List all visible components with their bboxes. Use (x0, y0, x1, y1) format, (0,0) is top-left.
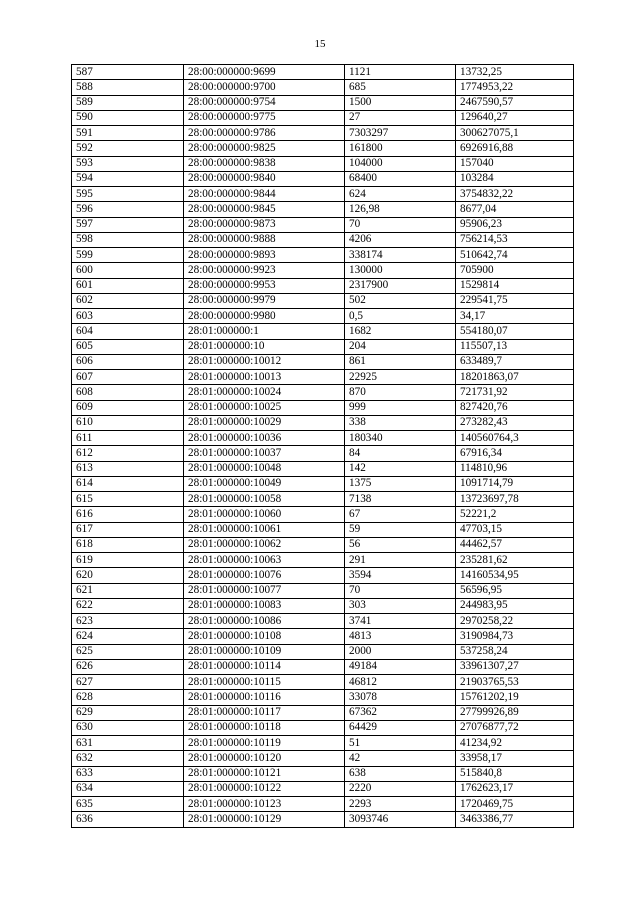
cadastral-number-cell: 28:01:000000:10120 (184, 751, 345, 766)
value-cell: 114810,96 (456, 461, 574, 476)
area-cell: 870 (345, 385, 456, 400)
cadastral-number-cell: 28:01:000000:10061 (184, 522, 345, 537)
value-cell: 3190984,73 (456, 629, 574, 644)
row-number-cell: 594 (72, 171, 184, 186)
table-row (72, 248, 574, 263)
table-row (72, 690, 574, 705)
value-cell: 6926916,88 (456, 141, 574, 156)
area-cell: 64429 (345, 720, 456, 735)
row-number-cell: 602 (72, 293, 184, 308)
value-cell: 2467590,57 (456, 95, 574, 110)
cadastral-number-cell: 28:01:000000:10029 (184, 415, 345, 430)
value-cell: 15761202,19 (456, 690, 574, 705)
cadastral-number-cell: 28:00:000000:9840 (184, 171, 345, 186)
value-cell: 235281,62 (456, 553, 574, 568)
area-cell: 502 (345, 293, 456, 308)
table-row (72, 95, 574, 110)
cadastral-number-cell: 28:00:000000:9754 (184, 95, 345, 110)
table-row (72, 278, 574, 293)
row-number-cell: 606 (72, 354, 184, 369)
cadastral-number-cell: 28:01:000000:10118 (184, 720, 345, 735)
value-cell: 13732,25 (456, 65, 574, 80)
table-row (72, 400, 574, 415)
area-cell: 56 (345, 537, 456, 552)
table-row (72, 80, 574, 95)
table-row (72, 583, 574, 598)
cadastral-number-cell: 28:01:000000:10115 (184, 675, 345, 690)
area-cell: 33078 (345, 690, 456, 705)
row-number-cell: 610 (72, 415, 184, 430)
row-number-cell: 601 (72, 278, 184, 293)
table-row (72, 415, 574, 430)
area-cell: 2293 (345, 797, 456, 812)
area-cell: 1682 (345, 324, 456, 339)
cadastral-number-cell: 28:00:000000:9888 (184, 232, 345, 247)
row-number-cell: 628 (72, 690, 184, 705)
area-cell: 67362 (345, 705, 456, 720)
cadastral-number-cell: 28:01:000000:10086 (184, 614, 345, 629)
value-cell: 3754832,22 (456, 187, 574, 202)
cadastral-number-cell: 28:01:000000:10058 (184, 492, 345, 507)
value-cell: 1091714,79 (456, 476, 574, 491)
row-number-cell: 611 (72, 431, 184, 446)
row-number-cell: 636 (72, 812, 184, 827)
value-cell: 44462,57 (456, 537, 574, 552)
value-cell: 27076877,72 (456, 720, 574, 735)
table-row (72, 644, 574, 659)
value-cell: 2970258,22 (456, 614, 574, 629)
cadastral-number-cell: 28:01:000000:10116 (184, 690, 345, 705)
cadastral-number-cell: 28:01:000000:10076 (184, 568, 345, 583)
value-cell: 705900 (456, 263, 574, 278)
table-row (72, 171, 574, 186)
row-number-cell: 613 (72, 461, 184, 476)
value-cell: 515840,8 (456, 766, 574, 781)
cadastral-number-cell: 28:01:000000:10077 (184, 583, 345, 598)
cadastral-number-cell: 28:00:000000:9893 (184, 248, 345, 263)
area-cell: 42 (345, 751, 456, 766)
cadastral-number-cell: 28:01:000000:10109 (184, 644, 345, 659)
row-number-cell: 614 (72, 476, 184, 491)
value-cell: 1720469,75 (456, 797, 574, 812)
value-cell: 34,17 (456, 309, 574, 324)
value-cell: 140560764,3 (456, 431, 574, 446)
table-row (72, 293, 574, 308)
table-row (72, 324, 574, 339)
table-row (72, 522, 574, 537)
row-number-cell: 591 (72, 126, 184, 141)
table-row (72, 614, 574, 629)
table-row (72, 720, 574, 735)
cadastral-number-cell: 28:01:000000:10049 (184, 476, 345, 491)
cadastral-number-cell: 28:01:000000:10114 (184, 659, 345, 674)
area-cell: 68400 (345, 171, 456, 186)
row-number-cell: 625 (72, 644, 184, 659)
row-number-cell: 587 (72, 65, 184, 80)
table-row (72, 431, 574, 446)
row-number-cell: 592 (72, 141, 184, 156)
row-number-cell: 634 (72, 781, 184, 796)
table-row (72, 492, 574, 507)
table-body (72, 65, 574, 828)
table-row (72, 370, 574, 385)
cadastral-number-cell: 28:01:000000:10062 (184, 537, 345, 552)
value-cell: 8677,04 (456, 202, 574, 217)
value-cell: 56596,95 (456, 583, 574, 598)
value-cell: 229541,75 (456, 293, 574, 308)
cadastral-number-cell: 28:01:000000:10122 (184, 781, 345, 796)
cadastral-number-cell: 28:01:000000:10060 (184, 507, 345, 522)
area-cell: 4206 (345, 232, 456, 247)
row-number-cell: 631 (72, 736, 184, 751)
value-cell: 115507,13 (456, 339, 574, 354)
value-cell: 537258,24 (456, 644, 574, 659)
area-cell: 84 (345, 446, 456, 461)
table-row (72, 537, 574, 552)
row-number-cell: 588 (72, 80, 184, 95)
cadastral-number-cell: 28:01:000000:10012 (184, 354, 345, 369)
cadastral-number-cell: 28:00:000000:9873 (184, 217, 345, 232)
area-cell: 130000 (345, 263, 456, 278)
row-number-cell: 599 (72, 248, 184, 263)
table-row (72, 202, 574, 217)
table-row (72, 232, 574, 247)
area-cell: 303 (345, 598, 456, 613)
area-cell: 7138 (345, 492, 456, 507)
area-cell: 2000 (345, 644, 456, 659)
table-row (72, 65, 574, 80)
cadastral-number-cell: 28:01:000000:10025 (184, 400, 345, 415)
value-cell: 3463386,77 (456, 812, 574, 827)
table-row (72, 187, 574, 202)
area-cell: 46812 (345, 675, 456, 690)
table-row (72, 476, 574, 491)
area-cell: 3594 (345, 568, 456, 583)
row-number-cell: 605 (72, 339, 184, 354)
value-cell: 129640,27 (456, 110, 574, 125)
value-cell: 827420,76 (456, 400, 574, 415)
cadastral-number-cell: 28:00:000000:9953 (184, 278, 345, 293)
row-number-cell: 608 (72, 385, 184, 400)
cadastral-number-cell: 28:00:000000:9700 (184, 80, 345, 95)
value-cell: 273282,43 (456, 415, 574, 430)
area-cell: 338 (345, 415, 456, 430)
area-cell: 1375 (345, 476, 456, 491)
cadastral-number-cell: 28:00:000000:9979 (184, 293, 345, 308)
area-cell: 861 (345, 354, 456, 369)
value-cell: 41234,92 (456, 736, 574, 751)
cadastral-number-cell: 28:00:000000:9844 (184, 187, 345, 202)
cadastral-number-cell: 28:01:000000:10123 (184, 797, 345, 812)
table-row (72, 797, 574, 812)
table-row (72, 598, 574, 613)
value-cell: 14160534,95 (456, 568, 574, 583)
area-cell: 291 (345, 553, 456, 568)
value-cell: 244983,95 (456, 598, 574, 613)
table-row (72, 659, 574, 674)
value-cell: 103284 (456, 171, 574, 186)
value-cell: 21903765,53 (456, 675, 574, 690)
cadastral-number-cell: 28:01:000000:10037 (184, 446, 345, 461)
row-number-cell: 629 (72, 705, 184, 720)
cadastral-number-cell: 28:01:000000:10048 (184, 461, 345, 476)
row-number-cell: 624 (72, 629, 184, 644)
cadastral-number-cell: 28:01:000000:10108 (184, 629, 345, 644)
value-cell: 510642,74 (456, 248, 574, 263)
value-cell: 1774953,22 (456, 80, 574, 95)
cadastral-number-cell: 28:01:000000:10063 (184, 553, 345, 568)
table-row (72, 339, 574, 354)
area-cell: 70 (345, 217, 456, 232)
value-cell: 300627075,1 (456, 126, 574, 141)
cadastral-number-cell: 28:00:000000:9838 (184, 156, 345, 171)
row-number-cell: 604 (72, 324, 184, 339)
table-row (72, 354, 574, 369)
cadastral-number-cell: 28:01:000000:1 (184, 324, 345, 339)
table-row (72, 675, 574, 690)
area-cell: 204 (345, 339, 456, 354)
area-cell: 3093746 (345, 812, 456, 827)
value-cell: 721731,92 (456, 385, 574, 400)
value-cell: 47703,15 (456, 522, 574, 537)
row-number-cell: 596 (72, 202, 184, 217)
row-number-cell: 632 (72, 751, 184, 766)
table-row (72, 446, 574, 461)
area-cell: 4813 (345, 629, 456, 644)
row-number-cell: 622 (72, 598, 184, 613)
row-number-cell: 615 (72, 492, 184, 507)
table-row (72, 156, 574, 171)
value-cell: 33961307,27 (456, 659, 574, 674)
area-cell: 51 (345, 736, 456, 751)
value-cell: 756214,53 (456, 232, 574, 247)
table-row (72, 705, 574, 720)
area-cell: 180340 (345, 431, 456, 446)
cadastral-number-cell: 28:01:000000:10129 (184, 812, 345, 827)
table-row (72, 736, 574, 751)
cadastral-number-cell: 28:01:000000:10036 (184, 431, 345, 446)
area-cell: 685 (345, 80, 456, 95)
area-cell: 638 (345, 766, 456, 781)
area-cell: 1500 (345, 95, 456, 110)
value-cell: 52221,2 (456, 507, 574, 522)
table-row (72, 385, 574, 400)
cadastral-number-cell: 28:01:000000:10119 (184, 736, 345, 751)
page-number: 15 (314, 38, 326, 50)
row-number-cell: 600 (72, 263, 184, 278)
area-cell: 67 (345, 507, 456, 522)
value-cell: 13723697,78 (456, 492, 574, 507)
row-number-cell: 595 (72, 187, 184, 202)
cadastral-number-cell: 28:01:000000:10024 (184, 385, 345, 400)
cadastral-number-cell: 28:00:000000:9845 (184, 202, 345, 217)
cadastral-number-cell: 28:01:000000:10083 (184, 598, 345, 613)
row-number-cell: 630 (72, 720, 184, 735)
row-number-cell: 635 (72, 797, 184, 812)
cadastral-number-cell: 28:00:000000:9699 (184, 65, 345, 80)
row-number-cell: 593 (72, 156, 184, 171)
value-cell: 157040 (456, 156, 574, 171)
table-row (72, 507, 574, 522)
area-cell: 142 (345, 461, 456, 476)
area-cell: 2220 (345, 781, 456, 796)
value-cell: 27799926,89 (456, 705, 574, 720)
table-row (72, 781, 574, 796)
cadastral-number-cell: 28:01:000000:10 (184, 339, 345, 354)
table-row (72, 110, 574, 125)
row-number-cell: 621 (72, 583, 184, 598)
area-cell: 0,5 (345, 309, 456, 324)
cadastral-number-cell: 28:00:000000:9825 (184, 141, 345, 156)
area-cell: 104000 (345, 156, 456, 171)
table-row (72, 812, 574, 827)
value-cell: 95906,23 (456, 217, 574, 232)
row-number-cell: 589 (72, 95, 184, 110)
value-cell: 33958,17 (456, 751, 574, 766)
area-cell: 161800 (345, 141, 456, 156)
row-number-cell: 597 (72, 217, 184, 232)
cadastral-number-cell: 28:00:000000:9980 (184, 309, 345, 324)
value-cell: 633489,7 (456, 354, 574, 369)
row-number-cell: 633 (72, 766, 184, 781)
cadastral-number-cell: 28:01:000000:10013 (184, 370, 345, 385)
table-row (72, 461, 574, 476)
area-cell: 27 (345, 110, 456, 125)
area-cell: 49184 (345, 659, 456, 674)
table-row (72, 141, 574, 156)
value-cell: 554180,07 (456, 324, 574, 339)
row-number-cell: 598 (72, 232, 184, 247)
row-number-cell: 619 (72, 553, 184, 568)
table-row (72, 629, 574, 644)
area-cell: 59 (345, 522, 456, 537)
row-number-cell: 623 (72, 614, 184, 629)
table-row (72, 263, 574, 278)
area-cell: 2317900 (345, 278, 456, 293)
table-row (72, 309, 574, 324)
row-number-cell: 607 (72, 370, 184, 385)
table-row (72, 217, 574, 232)
cadastral-number-cell: 28:01:000000:10117 (184, 705, 345, 720)
table-row (72, 568, 574, 583)
area-cell: 1121 (345, 65, 456, 80)
area-cell: 999 (345, 400, 456, 415)
cadastral-number-cell: 28:00:000000:9786 (184, 126, 345, 141)
row-number-cell: 627 (72, 675, 184, 690)
row-number-cell: 617 (72, 522, 184, 537)
area-cell: 7303297 (345, 126, 456, 141)
value-cell: 67916,34 (456, 446, 574, 461)
area-cell: 70 (345, 583, 456, 598)
value-cell: 18201863,07 (456, 370, 574, 385)
row-number-cell: 590 (72, 110, 184, 125)
row-number-cell: 620 (72, 568, 184, 583)
cadastral-number-cell: 28:00:000000:9923 (184, 263, 345, 278)
table-row (72, 126, 574, 141)
value-cell: 1762623,17 (456, 781, 574, 796)
table-row (72, 751, 574, 766)
row-number-cell: 616 (72, 507, 184, 522)
row-number-cell: 603 (72, 309, 184, 324)
cadastral-number-cell: 28:01:000000:10121 (184, 766, 345, 781)
area-cell: 3741 (345, 614, 456, 629)
cadastral-number-cell: 28:00:000000:9775 (184, 110, 345, 125)
area-cell: 624 (345, 187, 456, 202)
row-number-cell: 612 (72, 446, 184, 461)
cadastral-data-table (71, 64, 574, 828)
table-row (72, 553, 574, 568)
area-cell: 126,98 (345, 202, 456, 217)
row-number-cell: 609 (72, 400, 184, 415)
area-cell: 22925 (345, 370, 456, 385)
area-cell: 338174 (345, 248, 456, 263)
row-number-cell: 618 (72, 537, 184, 552)
row-number-cell: 626 (72, 659, 184, 674)
table-row (72, 766, 574, 781)
value-cell: 1529814 (456, 278, 574, 293)
